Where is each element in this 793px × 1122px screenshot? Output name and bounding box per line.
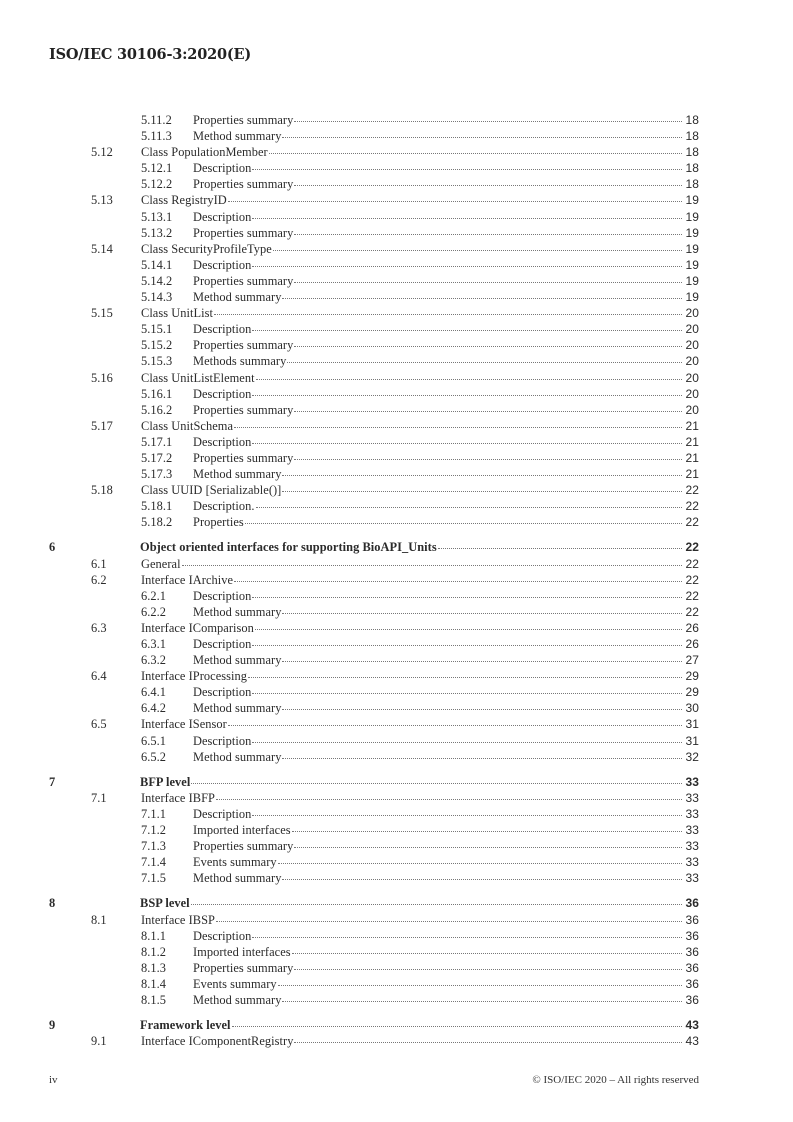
- dot-leader: [282, 661, 682, 662]
- toc-entry-number: 5.13.2: [141, 225, 173, 240]
- dot-leader: [252, 597, 682, 598]
- toc-entry-number: 5.15.3: [141, 354, 173, 369]
- toc-entry[interactable]: [49, 321, 699, 337]
- toc-entry-page: 22: [685, 556, 699, 571]
- toc-entry-number: 8: [49, 896, 56, 911]
- toc-entry-title: Properties summary: [193, 177, 294, 192]
- toc-entry[interactable]: [49, 128, 699, 144]
- dot-leader: [294, 121, 682, 122]
- toc-entry-title: Description: [193, 434, 252, 449]
- dot-leader: [282, 709, 682, 710]
- dot-leader: [278, 985, 682, 986]
- toc-entry-page: 31: [685, 717, 699, 732]
- toc-entry[interactable]: [49, 790, 699, 806]
- toc-entry-title: Description: [193, 588, 252, 603]
- toc-entry-page: 20: [685, 386, 699, 401]
- toc-entry-page: 19: [685, 241, 699, 256]
- toc-entry-number: 9.1: [91, 1034, 107, 1049]
- toc-entry-number: 6.5.2: [141, 749, 167, 764]
- toc-entry-number: 7.1: [91, 790, 107, 805]
- toc-entry-number: 7: [49, 774, 56, 789]
- toc-entry-title: Method summary: [193, 129, 282, 144]
- toc-entry[interactable]: [49, 466, 699, 482]
- toc-entry[interactable]: [49, 386, 699, 402]
- toc-entry-title: Imported interfaces: [193, 823, 291, 838]
- dot-leader: [282, 879, 682, 880]
- toc-entry-number: 5.14.1: [141, 257, 173, 272]
- toc-entry-title: General: [141, 556, 181, 571]
- dot-leader: [216, 921, 682, 922]
- toc-entry[interactable]: [49, 733, 699, 749]
- toc-entry-page: 33: [685, 790, 699, 805]
- toc-entry-title: Interface IProcessing: [141, 669, 247, 684]
- toc-entry-title: Class SecurityProfileType: [141, 241, 272, 256]
- toc-entry-title: Method summary: [193, 653, 282, 668]
- toc-entry-number: 6.2.1: [141, 588, 167, 603]
- toc-entry-number: 5.11.3: [141, 129, 172, 144]
- toc-entry-title: Object oriented interfaces for supporting BioAPI_Units: [140, 540, 437, 555]
- toc-entry-page: 36: [685, 960, 699, 975]
- toc-entry-number: 6.2.2: [141, 604, 167, 619]
- dot-leader: [252, 443, 682, 444]
- toc-entry-number: 5.13: [91, 193, 113, 208]
- toc-entry-title: Description.: [193, 499, 255, 514]
- toc-entry[interactable]: [49, 604, 699, 620]
- toc-entry-title: Interface IBSP: [141, 912, 215, 927]
- dot-leader: [252, 693, 682, 694]
- toc-entry-page: 21: [685, 434, 699, 449]
- page-footer: [49, 1074, 699, 1086]
- toc-entry[interactable]: [49, 257, 699, 273]
- toc-entry-number: 5.16.1: [141, 386, 173, 401]
- toc-entry-title: Class UnitSchema: [141, 418, 233, 433]
- toc-entry-number: 8.1.3: [141, 960, 167, 975]
- toc-entry-number: 5.16.2: [141, 402, 173, 417]
- toc-entry[interactable]: [49, 960, 699, 976]
- toc-entry[interactable]: [49, 636, 699, 652]
- toc-entry-number: 5.15.1: [141, 322, 173, 337]
- toc-entry-title: Class UnitListElement: [141, 370, 255, 385]
- toc-entry-page: 36: [685, 992, 699, 1007]
- toc-entry-page: 20: [685, 354, 699, 369]
- toc-entry[interactable]: [49, 652, 699, 668]
- toc-entry-page: 21: [685, 418, 699, 433]
- toc-entry[interactable]: [49, 992, 699, 1008]
- toc-entry[interactable]: [49, 572, 699, 588]
- dot-leader: [282, 1001, 682, 1002]
- toc-entry-title: Description: [193, 161, 252, 176]
- toc-entry[interactable]: [49, 450, 699, 466]
- toc-entry[interactable]: [49, 112, 699, 128]
- toc-entry-title: Class UUID [Serializable()]: [141, 483, 282, 498]
- toc-entry-title: Properties summary: [193, 839, 294, 854]
- toc-entry-title: Properties summary: [193, 960, 294, 975]
- toc-entry[interactable]: [49, 225, 699, 241]
- dot-leader: [294, 847, 682, 848]
- toc-entry-number: 9: [49, 1018, 56, 1033]
- toc-entry-title: Description: [193, 928, 252, 943]
- toc-entry-page: 31: [685, 733, 699, 748]
- toc-entry[interactable]: [49, 870, 699, 886]
- toc-entry-title: Description: [193, 257, 252, 272]
- toc-entry[interactable]: [49, 273, 699, 289]
- toc-entry-page: 33: [685, 823, 699, 838]
- toc-entry-page: 19: [685, 193, 699, 208]
- toc-entry-title: Properties summary: [193, 225, 294, 240]
- document-id-header: ISO/IEC 30106-3:2020(E): [49, 46, 252, 63]
- toc-entry-number: 5.12.1: [141, 161, 173, 176]
- toc-entry-page: 36: [685, 976, 699, 991]
- toc-entry[interactable]: [49, 539, 699, 555]
- toc-entry-title: Method summary: [193, 701, 282, 716]
- toc-entry-title: Properties summary: [193, 273, 294, 288]
- dot-leader: [282, 758, 682, 759]
- toc-entry[interactable]: [49, 434, 699, 450]
- toc-entry-page: 26: [685, 637, 699, 651]
- dot-leader: [282, 137, 682, 138]
- dot-leader: [191, 904, 682, 905]
- toc-entry-number: 5.17.3: [141, 467, 173, 482]
- toc-entry[interactable]: [49, 716, 699, 732]
- toc-entry-title: BFP level: [140, 774, 191, 789]
- toc-entry[interactable]: [49, 944, 699, 960]
- toc-entry-title: Class PopulationMember: [141, 145, 268, 160]
- toc-entry-title: Method summary: [193, 871, 282, 886]
- toc-entry-number: 6.3.1: [141, 637, 167, 651]
- toc-entry-page: 36: [685, 928, 699, 943]
- toc-entry-page: 19: [685, 225, 699, 240]
- toc-entry-title: Method summary: [193, 604, 282, 619]
- dot-leader: [294, 234, 682, 235]
- dot-leader: [252, 169, 682, 170]
- toc-entry-page: 33: [685, 806, 699, 821]
- toc-entry-page: 21: [685, 450, 699, 465]
- toc-entry-page: 18: [685, 177, 699, 192]
- toc-entry[interactable]: [49, 588, 699, 604]
- dot-leader: [282, 475, 682, 476]
- dot-leader: [228, 725, 682, 726]
- toc-entry-page: 18: [685, 129, 699, 144]
- dot-leader: [292, 953, 682, 954]
- dot-leader: [191, 783, 682, 784]
- toc-entry-page: 22: [685, 540, 699, 555]
- toc-entry-page: 29: [685, 669, 699, 684]
- toc-entry-number: 7.1.5: [141, 871, 167, 886]
- dot-leader: [294, 411, 682, 412]
- toc-entry-number: 7.1.4: [141, 855, 167, 870]
- toc-entry-page: 22: [685, 604, 699, 619]
- toc-entry-page: 22: [685, 499, 699, 514]
- dot-leader: [278, 863, 682, 864]
- toc-entry-title: BSP level: [140, 896, 190, 911]
- dot-leader: [252, 742, 682, 743]
- toc-entry-number: 5.15: [91, 306, 113, 321]
- toc-entry-number: 5.13.1: [141, 209, 173, 224]
- toc-entry-title: Events summary: [193, 855, 277, 870]
- toc-entry-title: Interface ISensor: [141, 717, 227, 732]
- toc-entry-page: 20: [685, 338, 699, 353]
- toc-entry[interactable]: [49, 305, 699, 321]
- toc-entry[interactable]: [49, 556, 699, 572]
- toc-entry-number: 6: [49, 540, 56, 555]
- toc-entry-number: 6.4.2: [141, 701, 167, 716]
- toc-entry[interactable]: [49, 241, 699, 257]
- dot-leader: [216, 799, 682, 800]
- dot-leader: [256, 507, 682, 508]
- dot-leader: [252, 645, 682, 646]
- toc-entry[interactable]: [49, 620, 699, 636]
- dot-leader: [234, 427, 682, 428]
- toc-entry-title: Properties summary: [193, 402, 294, 417]
- toc-entry-title: Description: [193, 733, 252, 748]
- toc-entry-page: 20: [685, 306, 699, 321]
- toc-entry-number: 6.3.2: [141, 653, 167, 668]
- toc-entry-title: Class UnitList: [141, 306, 213, 321]
- toc-entry-page: 19: [685, 209, 699, 224]
- toc-entry-title: Methods summary: [193, 354, 287, 369]
- toc-entry[interactable]: [49, 749, 699, 765]
- toc-entry[interactable]: [49, 838, 699, 854]
- dot-leader: [245, 523, 682, 524]
- toc-entry-number: 5.18.1: [141, 499, 173, 514]
- toc-entry-page: 33: [685, 871, 699, 886]
- dot-leader: [273, 250, 682, 251]
- dot-leader: [292, 831, 682, 832]
- toc-entry[interactable]: [49, 1033, 699, 1049]
- toc-entry-title: Class RegistryID: [141, 193, 227, 208]
- toc-entry-page: 30: [685, 701, 699, 716]
- toc-entry-page: 18: [685, 145, 699, 160]
- dot-leader: [232, 1026, 682, 1027]
- toc-entry-title: Properties summary: [193, 113, 294, 127]
- toc-entry-number: 5.17: [91, 418, 113, 433]
- dot-leader: [282, 298, 682, 299]
- toc-entry-title: Properties summary: [193, 450, 294, 465]
- toc-entry-number: 5.17.1: [141, 434, 173, 449]
- toc-entry-title: Description: [193, 386, 252, 401]
- toc-entry-page: 32: [685, 749, 699, 764]
- toc-entry[interactable]: [49, 854, 699, 870]
- dot-leader: [214, 314, 682, 315]
- toc-entry-number: 7.1.3: [141, 839, 167, 854]
- toc-entry[interactable]: [49, 895, 699, 911]
- toc-entry-number: 5.17.2: [141, 450, 173, 465]
- dot-leader: [282, 491, 682, 492]
- toc-entry-page: 19: [685, 257, 699, 272]
- toc-entry[interactable]: [49, 176, 699, 192]
- dot-leader: [234, 581, 682, 582]
- toc-entry-title: Interface IArchive: [141, 572, 234, 587]
- dot-leader: [294, 346, 682, 347]
- toc-entry[interactable]: [49, 289, 699, 305]
- dot-leader: [252, 330, 682, 331]
- toc-entry-page: 43: [685, 1034, 699, 1049]
- toc-entry-page: 33: [685, 774, 699, 789]
- toc-entry-number: 5.14.2: [141, 273, 173, 288]
- toc-entry-page: 36: [685, 944, 699, 959]
- dot-leader: [256, 379, 682, 380]
- toc-entry-number: 6.3: [91, 620, 107, 635]
- toc-entry-title: Properties summary: [193, 338, 294, 353]
- dot-leader: [248, 677, 682, 678]
- toc-entry[interactable]: [49, 160, 699, 176]
- toc-entry-title: Description: [193, 637, 252, 651]
- toc-entry-number: 5.18: [91, 483, 113, 498]
- toc-entry-number: 5.15.2: [141, 338, 173, 353]
- dot-leader: [255, 629, 682, 630]
- toc-entry-title: Interface IComparison: [141, 620, 254, 635]
- toc-entry[interactable]: [49, 192, 699, 208]
- toc-entry-page: 18: [685, 113, 699, 127]
- toc-entry[interactable]: [49, 912, 699, 928]
- dot-leader: [294, 459, 682, 460]
- toc-entry-page: 18: [685, 161, 699, 176]
- toc-entry[interactable]: [49, 668, 699, 684]
- copyright-notice: © ISO/IEC 2020 – All rights reserved: [532, 1074, 699, 1086]
- dot-leader: [252, 218, 682, 219]
- page-number-label: iv: [49, 1074, 58, 1086]
- toc-entry-title: Framework level: [140, 1018, 231, 1033]
- toc-entry[interactable]: [49, 822, 699, 838]
- toc-entry-number: 6.4: [91, 669, 107, 684]
- dot-leader: [294, 282, 682, 283]
- toc-entry-title: Events summary: [193, 976, 277, 991]
- toc-entry[interactable]: [49, 806, 699, 822]
- toc-entry-number: 8.1.2: [141, 944, 167, 959]
- toc-entry-page: 36: [685, 896, 699, 911]
- toc-entry-page: 20: [685, 322, 699, 337]
- dot-leader: [438, 548, 682, 549]
- toc-entry-number: 5.12.2: [141, 177, 173, 192]
- toc-entry-title: Imported interfaces: [193, 944, 291, 959]
- table-of-contents: [49, 112, 699, 1049]
- dot-leader: [294, 185, 682, 186]
- toc-entry-number: 5.14: [91, 241, 113, 256]
- toc-entry-page: 20: [685, 402, 699, 417]
- toc-entry[interactable]: [49, 976, 699, 992]
- toc-entry[interactable]: [49, 370, 699, 386]
- toc-entry[interactable]: [49, 498, 699, 514]
- toc-entry[interactable]: [49, 928, 699, 944]
- toc-entry-page: 33: [685, 855, 699, 870]
- dot-leader: [287, 362, 682, 363]
- toc-entry-title: Method summary: [193, 290, 282, 305]
- toc-entry[interactable]: [49, 353, 699, 369]
- toc-entry-page: 26: [685, 620, 699, 635]
- toc-entry[interactable]: [49, 774, 699, 790]
- toc-entry-number: 6.4.1: [141, 685, 167, 700]
- toc-entry-page: 19: [685, 290, 699, 305]
- toc-entry[interactable]: [49, 144, 699, 160]
- toc-entry-page: 27: [685, 653, 699, 668]
- toc-entry-number: 8.1.5: [141, 992, 167, 1007]
- toc-entry[interactable]: [49, 1017, 699, 1033]
- toc-entry-page: 19: [685, 273, 699, 288]
- toc-entry-number: 5.12: [91, 145, 113, 160]
- toc-entry[interactable]: [49, 209, 699, 225]
- toc-entry-page: 33: [685, 839, 699, 854]
- toc-entry-title: Method summary: [193, 749, 282, 764]
- toc-entry-page: 43: [685, 1018, 699, 1033]
- toc-entry-number: 6.5: [91, 717, 107, 732]
- toc-entry-page: 22: [685, 588, 699, 603]
- toc-entry-number: 5.11.2: [141, 113, 172, 127]
- toc-entry-number: 5.18.2: [141, 515, 173, 530]
- toc-entry[interactable]: [49, 418, 699, 434]
- toc-entry-title: Interface IComponentRegistry: [141, 1034, 294, 1049]
- toc-entry-number: 5.14.3: [141, 290, 173, 305]
- dot-leader: [269, 153, 682, 154]
- toc-entry-page: 22: [685, 483, 699, 498]
- dot-leader: [294, 1042, 682, 1043]
- toc-entry-page: 21: [685, 467, 699, 482]
- toc-entry-title: Interface IBFP: [141, 790, 215, 805]
- dot-leader: [228, 201, 682, 202]
- toc-entry-number: 5.16: [91, 370, 113, 385]
- toc-entry-number: 6.2: [91, 572, 107, 587]
- toc-entry[interactable]: [49, 402, 699, 418]
- toc-entry[interactable]: [49, 684, 699, 700]
- toc-entry[interactable]: [49, 700, 699, 716]
- toc-entry-page: 29: [685, 685, 699, 700]
- toc-entry-number: 8.1.4: [141, 976, 167, 991]
- toc-entry-number: 6.1: [91, 556, 107, 571]
- dot-leader: [252, 937, 682, 938]
- toc-entry[interactable]: [49, 514, 699, 530]
- toc-entry[interactable]: [49, 337, 699, 353]
- toc-entry[interactable]: [49, 482, 699, 498]
- toc-entry-number: 6.5.1: [141, 733, 167, 748]
- dot-leader: [282, 613, 682, 614]
- toc-entry-title: Description: [193, 322, 252, 337]
- toc-entry-number: 8.1.1: [141, 928, 167, 943]
- toc-entry-title: Description: [193, 685, 252, 700]
- toc-entry-title: Method summary: [193, 992, 282, 1007]
- toc-entry-title: Description: [193, 209, 252, 224]
- dot-leader: [294, 969, 682, 970]
- toc-entry-title: Description: [193, 806, 252, 821]
- toc-entry-number: 8.1: [91, 912, 107, 927]
- dot-leader: [252, 266, 682, 267]
- dot-leader: [252, 815, 682, 816]
- toc-entry-page: 22: [685, 572, 699, 587]
- toc-entry-page: 36: [685, 912, 699, 927]
- toc-entry-number: 7.1.2: [141, 823, 167, 838]
- dot-leader: [182, 565, 682, 566]
- toc-entry-page: 20: [685, 370, 699, 385]
- toc-entry-page: 22: [685, 515, 699, 530]
- toc-entry-number: 7.1.1: [141, 806, 167, 821]
- dot-leader: [252, 395, 682, 396]
- toc-entry-title: Properties: [193, 515, 244, 530]
- toc-entry-title: Method summary: [193, 467, 282, 482]
